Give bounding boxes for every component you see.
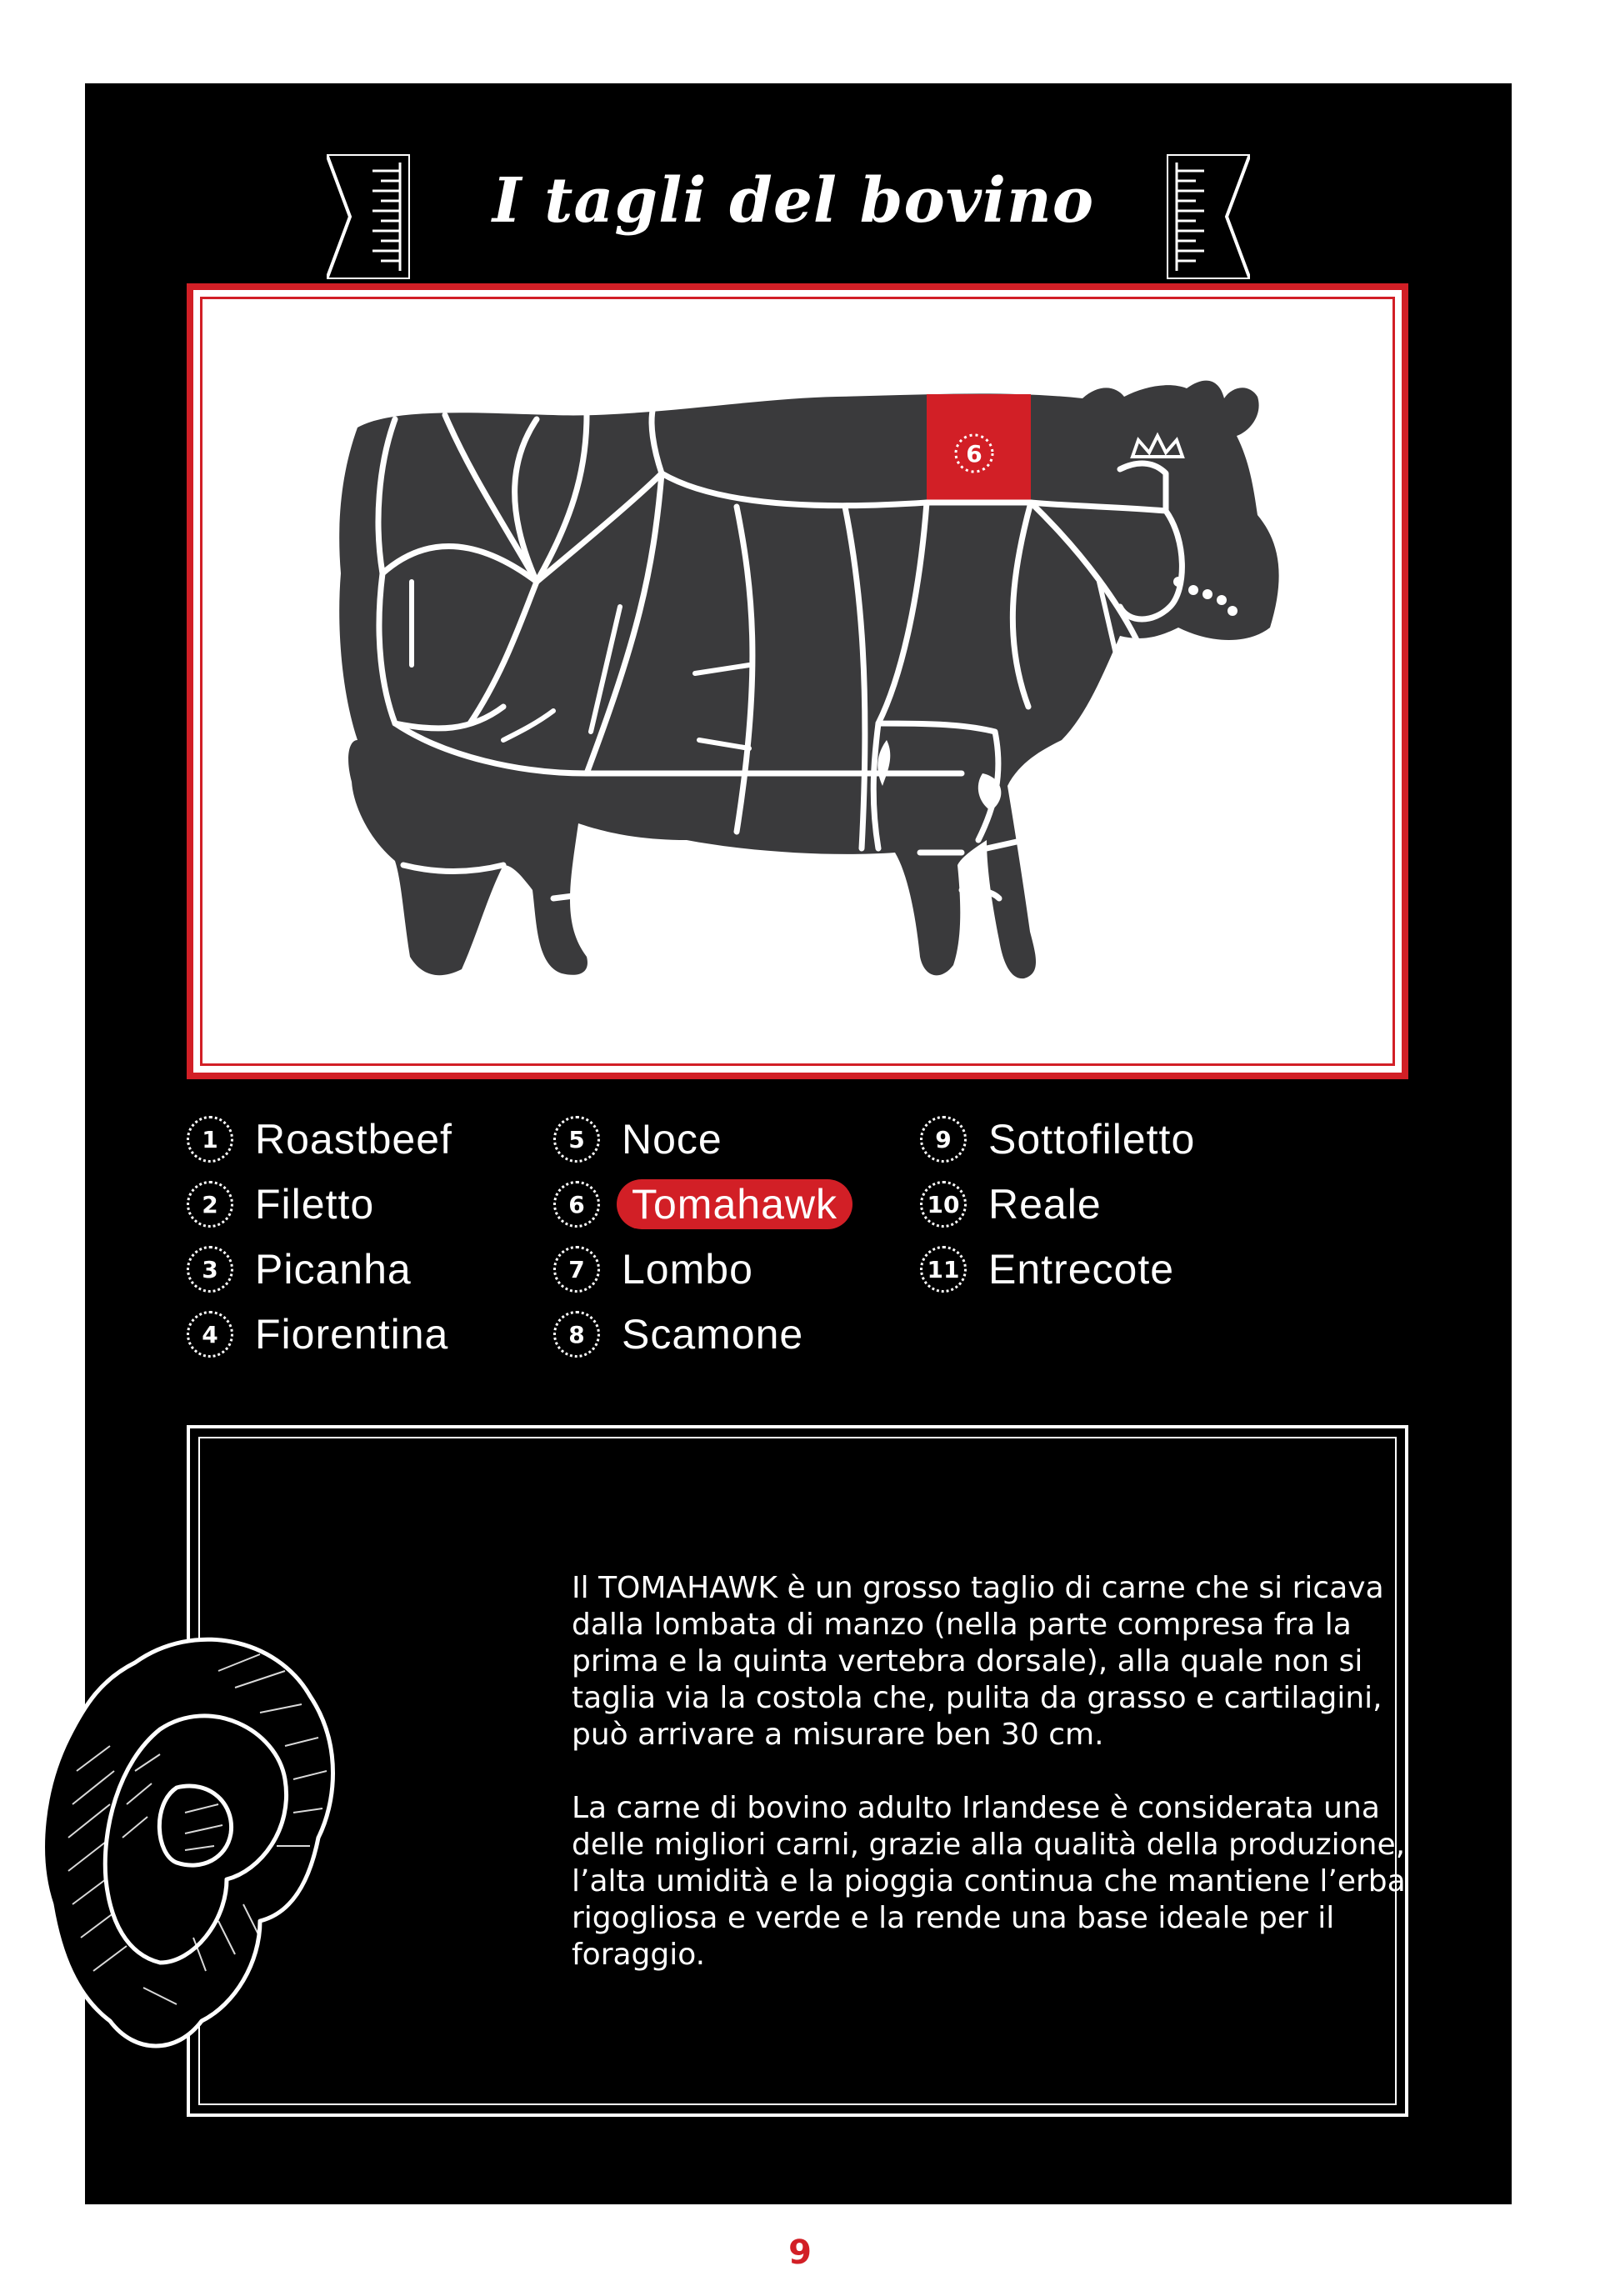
legend-item — [553, 1237, 852, 1302]
cut-label: Lombo — [622, 1246, 753, 1293]
cut-label: Fiorentina — [255, 1311, 449, 1358]
info-text — [572, 1570, 1430, 2010]
cut-number-badge: 9 — [920, 1116, 967, 1163]
cut-label: Roastbeef — [255, 1116, 452, 1163]
title-row — [85, 117, 1512, 250]
legend-column-3 — [920, 1107, 1200, 1302]
cut-number-badge: 3 — [187, 1246, 233, 1293]
legend-item — [920, 1107, 1200, 1172]
cow-diagram-frame — [187, 283, 1408, 1079]
legend-item — [553, 1107, 852, 1172]
cow-silhouette-icon — [339, 381, 1278, 979]
legend-item — [187, 1172, 458, 1237]
page-number: 9 — [788, 2233, 812, 2272]
cut-number-badge: 8 — [553, 1311, 600, 1358]
cut-6-marker: 6 — [966, 440, 982, 468]
cut-number-badge: 2 — [187, 1181, 233, 1228]
cut-number-badge: 11 — [920, 1246, 967, 1293]
cut-number-badge: 10 — [920, 1181, 967, 1228]
cuts-legend — [187, 1107, 1408, 1357]
cut-label: Scamone — [622, 1311, 804, 1358]
legend-item — [553, 1302, 852, 1367]
page-title: I tagli del bovino — [492, 165, 1095, 237]
cut-number-badge: 7 — [553, 1246, 600, 1293]
cut-number-badge: 1 — [187, 1116, 233, 1163]
legend-item — [187, 1237, 458, 1302]
legend-item — [920, 1237, 1200, 1302]
steak-illustration-icon — [10, 1604, 360, 2071]
cut-number-badge: 6 — [553, 1181, 600, 1228]
legend-item — [553, 1172, 852, 1237]
cut-label: Entrecote — [988, 1246, 1175, 1293]
legend-column-2 — [553, 1107, 852, 1367]
cut-label: Reale — [988, 1181, 1102, 1228]
ribbon-banner-left-icon — [327, 154, 410, 279]
cut-label: Picanha — [255, 1246, 412, 1293]
legend-item — [187, 1107, 458, 1172]
cut-label: Filetto — [255, 1181, 375, 1228]
info-paragraph: La carne di bovino adulto Irlandese è considerata una delle migliori carni, grazie alla qualità della produzione, l’alta umidità e la pioggia continua che mantiene l’erba rigogliosa e verde e la rende una base ideale per il foraggio. — [572, 1791, 1406, 1972]
legend-item — [920, 1172, 1200, 1237]
ribbon-banner-right-icon — [1167, 154, 1250, 279]
cut-label: Noce — [622, 1116, 722, 1163]
cow-cuts-diagram — [193, 290, 1415, 1086]
legend-item — [187, 1302, 458, 1367]
cut-number-badge: 5 — [553, 1116, 600, 1163]
legend-column-1 — [187, 1107, 458, 1367]
info-box — [187, 1425, 1408, 2117]
cut-label: Sottofiletto — [988, 1116, 1196, 1163]
info-paragraph: Il TOMAHAWK è un grosso taglio di carne che si ricava dalla lombata di manzo (nella parte compresa fra la prima e la quinta vertebra dorsale), alla quale non si taglia via la costola che, pulita da grasso e cartilagini, può arrivare a misurare ben 30 cm. — [572, 1571, 1384, 1752]
cut-label-highlighted: Tomahawk — [617, 1179, 852, 1229]
cut-number-badge: 4 — [187, 1311, 233, 1358]
